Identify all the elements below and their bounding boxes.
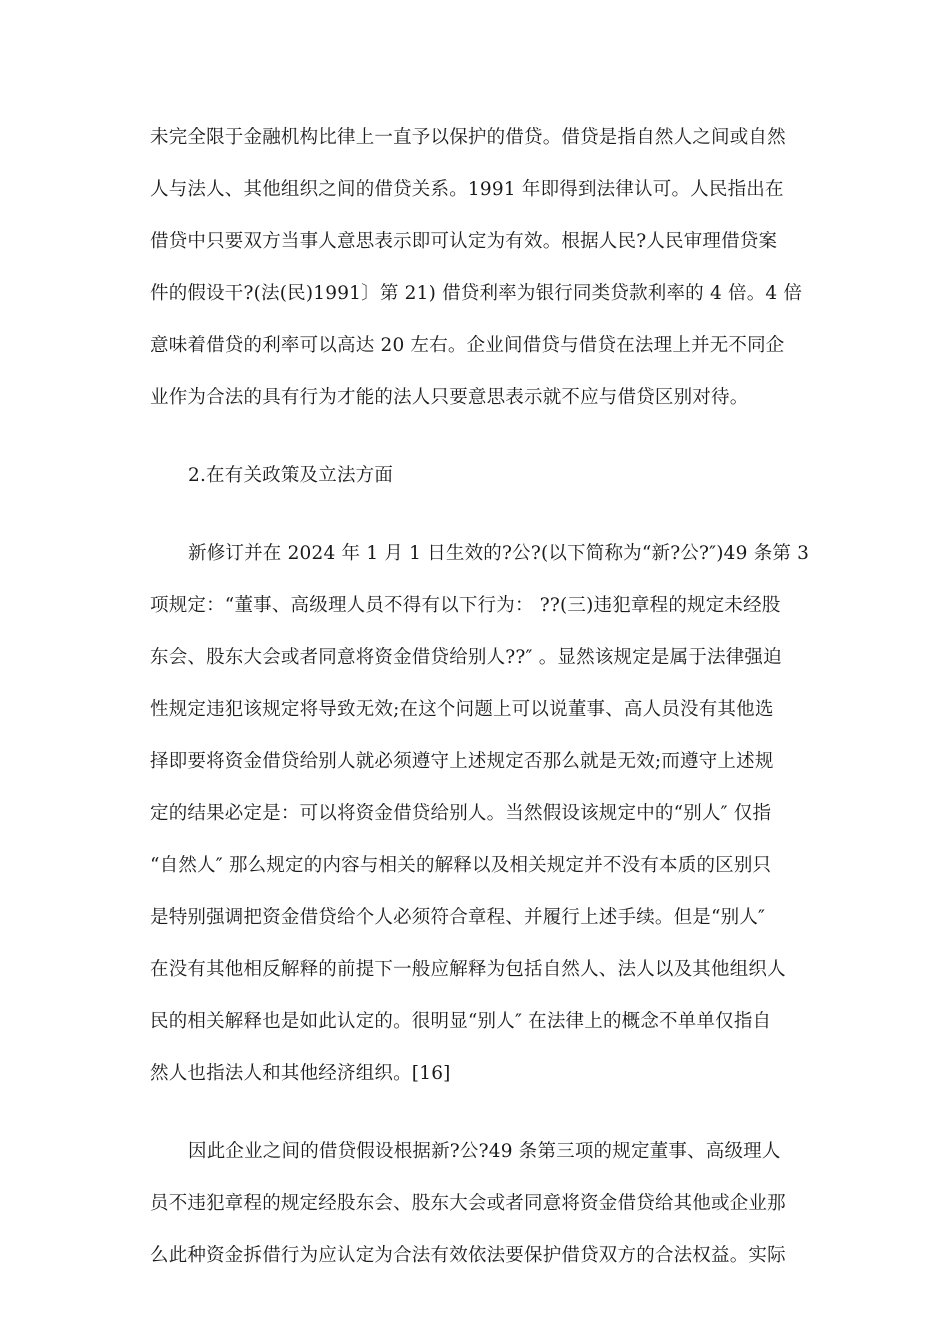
paragraph-spacer <box>150 424 805 450</box>
text-line: 业作为合法的具有行为才能的法人只要意思表示就不应与借贷区别对待。 <box>150 387 749 408</box>
text-line: 因此企业之间的借贷假设根据新?公?49 条第三项的规定董事、高级理人 <box>188 1141 781 1162</box>
paragraph-spacer <box>150 502 805 528</box>
text-line: 然人也指法人和其他经济组织。[16] <box>150 1063 451 1084</box>
text-line: 民的相关解释也是如此认定的。很明显“别人″ 在法律上的概念不单单仅指自 <box>150 1011 772 1032</box>
text-line: “自然人″ 那么规定的内容与相关的解释以及相关规定并不没有本质的区别只 <box>150 855 772 876</box>
text-line: 么此种资金拆借行为应认定为合法有效依法要保护借贷双方的合法权益。实际 <box>150 1245 786 1266</box>
text-line: 人与法人、其他组织之间的借贷关系。1991 年即得到法律认可。人民指出在 <box>150 179 784 200</box>
text-line: 在没有其他相反解释的前提下一般应解释为包括自然人、法人以及其他组织人 <box>150 959 786 980</box>
text-line: 意味着借贷的利率可以高达 20 左右。企业间借贷与借贷在法理上并无不同企 <box>150 335 785 356</box>
text-line: 未完全限于金融机构比律上一直予以保护的借贷。借贷是指自然人之间或自然 <box>150 127 786 148</box>
text-line: 借贷中只要双方当事人意思表示即可认定为有效。根据人民?人民审理借贷案 <box>150 231 778 252</box>
text-line: 项规定：“董事、高级理人员不得有以下行为： ??(三)违犯章程的规定未经股 <box>150 595 781 616</box>
paragraph <box>150 1126 805 1282</box>
text-line: 东会、股东大会或者同意将资金借贷给别人??″ 。显然该规定是属于法律强迫 <box>150 647 782 668</box>
paragraph <box>150 528 810 1100</box>
text-line: 定的结果必定是：可以将资金借贷给别人。当然假设该规定中的“别人″ 仅指 <box>150 803 772 824</box>
document-page <box>150 112 810 1282</box>
text-line: 择即要将资金借贷给别人就必须遵守上述规定否那么就是无效;而遵守上述规 <box>150 751 774 772</box>
paragraph <box>150 112 805 424</box>
paragraph-spacer <box>150 1100 805 1126</box>
text-line: 新修订并在 2024 年 1 月 1 日生效的?公?(以下简称为“新?公?″)49 条第 3 <box>188 543 810 564</box>
text-line: 件的假设干?(法(民)1991〕第 21) 借贷利率为银行同类贷款利率的 4 倍。4 倍 <box>150 283 803 304</box>
text-line: 是特别强调把资金借贷给个人必须符合章程、并履行上述手续。但是“别人″ <box>150 907 766 928</box>
section-heading <box>150 450 805 502</box>
heading-text: 2.在有关政策及立法方面 <box>188 465 394 486</box>
text-line: 员不违犯章程的规定经股东会、股东大会或者同意将资金借贷给其他或企业那 <box>150 1193 786 1214</box>
text-line: 性规定违犯该规定将导致无效;在这个问题上可以说董事、高人员没有其他选 <box>150 699 774 720</box>
